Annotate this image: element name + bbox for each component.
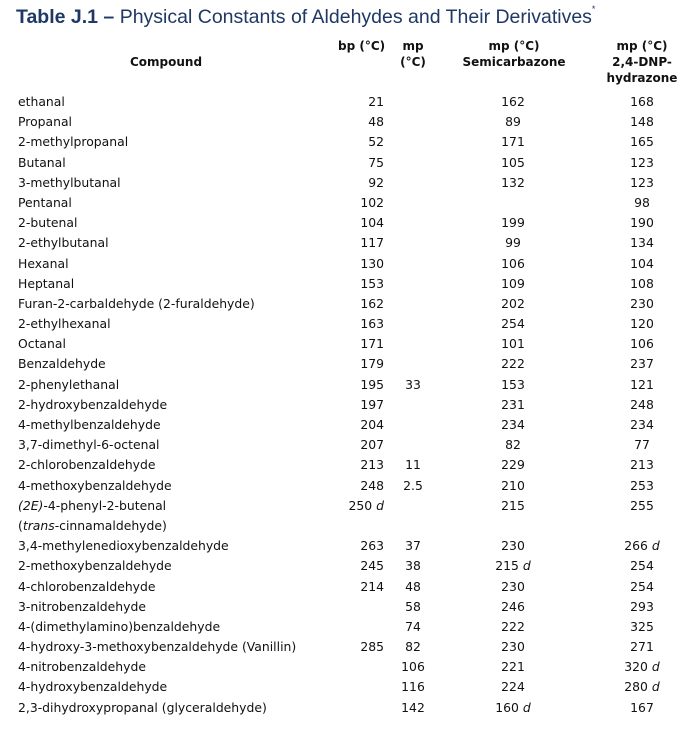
compound-name-text: Furan-2-carbaldehyde (2-furaldehyde) — [18, 295, 255, 311]
semicarbazone-mp-decomposes-flag: d — [522, 699, 531, 715]
compound-name-text: -4-phenyl-2-butenal — [43, 497, 167, 513]
compound-name-text: 4-chlorobenzaldehyde — [18, 578, 156, 594]
dnp-hydrazone-mp — [610, 679, 674, 695]
header-mp-line2: (°C) — [400, 55, 426, 69]
compound-name — [18, 356, 106, 372]
table-row — [0, 455, 688, 475]
table-row — [0, 577, 688, 597]
common-name-stereo: trans — [22, 517, 55, 533]
bp-value: 245 — [360, 558, 384, 574]
dnp-hydrazone-mp: 148 — [630, 114, 654, 130]
footnote-mark: * — [591, 3, 596, 14]
dnp-hydrazone-mp: 271 — [630, 639, 654, 655]
bp-value: 195 — [360, 376, 384, 392]
table-row — [0, 637, 688, 657]
dnp-hydrazone-mp-decomposes-flag: d — [651, 659, 660, 675]
semicarbazone-mp: 234 — [501, 417, 525, 432]
semicarbazone-mp: 199 — [501, 215, 525, 231]
compound-name — [18, 377, 119, 393]
compound-name — [18, 316, 111, 332]
bp-value — [342, 498, 384, 514]
dnp-hydrazone-mp: 237 — [630, 356, 654, 372]
compound-name-text: 4-nitrobenzaldehyde — [18, 659, 146, 675]
header-dnp — [600, 38, 684, 86]
dnp-hydrazone-mp-decomposes-flag: d — [651, 679, 660, 695]
dnp-hydrazone-mp: 77 — [634, 437, 650, 453]
table-row — [0, 536, 688, 556]
compound-name-text: Octanal — [18, 336, 66, 352]
bp-value: 75 — [368, 154, 384, 170]
semicarbazone-mp: 109 — [501, 275, 525, 291]
compound-name — [18, 579, 156, 595]
dnp-hydrazone-mp: 293 — [630, 598, 654, 614]
table-row — [0, 617, 688, 637]
bp-value: 197 — [360, 396, 384, 412]
header-mp-line1: mp — [402, 39, 424, 53]
compound-name — [18, 336, 66, 352]
dnp-hydrazone-mp-value: 320 — [624, 659, 648, 675]
header-semi-line2: Semicarbazone — [462, 55, 566, 69]
semicarbazone-mp: 171 — [501, 134, 525, 150]
compound-common-name — [18, 518, 167, 534]
compound-name — [18, 599, 146, 615]
dnp-hydrazone-mp: 167 — [630, 699, 654, 715]
compound-name-text: 4-methoxybenzaldehyde — [18, 477, 172, 493]
semicarbazone-mp — [488, 558, 538, 574]
compound-name-text: 3-nitrobenzaldehyde — [18, 598, 146, 614]
table-number: Table J.1 — [16, 6, 99, 28]
compound-name-text: 2-butenal — [18, 215, 78, 231]
semicarbazone-mp: 221 — [501, 659, 525, 675]
mp-value: 58 — [405, 598, 421, 614]
semicarbazone-mp: 82 — [505, 437, 521, 453]
header-compound: Compound — [130, 55, 203, 69]
semicarbazone-mp: 132 — [501, 174, 525, 190]
mp-value: 37 — [405, 538, 421, 554]
compound-name — [18, 175, 121, 191]
compound-name — [18, 619, 220, 635]
bp-value: 207 — [360, 437, 384, 453]
compound-name — [18, 639, 296, 655]
semicarbazone-mp: 230 — [501, 578, 525, 594]
semicarbazone-mp: 99 — [505, 235, 521, 251]
semicarbazone-mp: 106 — [501, 255, 525, 271]
table-row — [0, 476, 688, 496]
title-dash: – — [98, 6, 120, 28]
compound-name — [18, 538, 229, 554]
table-row — [0, 375, 688, 395]
dnp-hydrazone-mp: 123 — [630, 174, 654, 190]
semicarbazone-mp — [488, 700, 538, 716]
dnp-hydrazone-mp: 121 — [630, 376, 654, 392]
header-dnp-line3: hydrazone — [606, 71, 678, 85]
dnp-hydrazone-mp: 168 — [630, 94, 654, 109]
table-row — [0, 496, 688, 536]
dnp-hydrazone-mp: 325 — [630, 618, 654, 634]
compound-name — [18, 478, 172, 494]
semicarbazone-mp: 230 — [501, 639, 525, 655]
compound-name — [18, 215, 77, 231]
mp-value: 106 — [401, 659, 425, 675]
common-name-text: -cinnamaldehyde) — [54, 517, 167, 533]
compound-name-text: 2-methoxybenzaldehyde — [18, 558, 172, 574]
compound-stereo-descriptor: (2E) — [18, 497, 44, 513]
compound-name — [18, 235, 109, 251]
header-bp: bp (°C) — [338, 39, 386, 53]
compound-name — [18, 256, 69, 272]
bp-value-value: 250 — [348, 497, 373, 513]
compound-name — [18, 134, 128, 150]
bp-value: 21 — [368, 94, 384, 109]
bp-value: 163 — [360, 316, 384, 332]
bp-value-decomposes-flag: d — [376, 497, 384, 513]
table-row — [0, 435, 688, 455]
bp-value: 104 — [360, 215, 384, 231]
mp-value: 48 — [405, 578, 421, 594]
dnp-hydrazone-mp: 190 — [630, 215, 654, 231]
semicarbazone-mp: 246 — [501, 598, 525, 614]
semicarbazone-mp: 162 — [501, 94, 525, 109]
table-body — [0, 92, 688, 718]
semicarbazone-mp: 222 — [501, 356, 525, 372]
bp-value: 213 — [360, 457, 384, 473]
bp-value: 171 — [360, 336, 384, 352]
table-row — [0, 153, 688, 173]
semicarbazone-mp: 222 — [501, 618, 525, 634]
compound-name — [18, 498, 166, 514]
semicarbazone-mp: 89 — [505, 114, 521, 130]
bp-value: 285 — [360, 639, 384, 655]
semicarbazone-mp: 101 — [501, 336, 525, 352]
semicarbazone-mp: 215 — [501, 497, 525, 513]
table-row — [0, 334, 688, 354]
mp-value: 142 — [401, 699, 425, 715]
bp-value: 117 — [360, 235, 384, 251]
semicarbazone-mp: 224 — [501, 679, 525, 695]
bp-value: 52 — [368, 134, 384, 150]
compound-name — [18, 94, 65, 110]
dnp-hydrazone-mp: 213 — [630, 457, 654, 473]
compound-name — [18, 558, 172, 574]
table-row — [0, 254, 688, 274]
semicarbazone-mp: 229 — [501, 457, 525, 473]
compound-name — [18, 700, 267, 716]
dnp-hydrazone-mp: 98 — [634, 194, 650, 210]
dnp-hydrazone-mp: 104 — [630, 255, 654, 271]
table-row — [0, 132, 688, 152]
bp-value: 48 — [368, 114, 384, 130]
compound-name — [18, 114, 72, 130]
compound-name-text: 2-hydroxybenzaldehyde — [18, 396, 168, 412]
mp-value: 2.5 — [403, 477, 423, 493]
semicarbazone-mp: 210 — [501, 477, 525, 493]
compound-name — [18, 296, 255, 312]
compound-name-text: 3,4-methylenedioxybenzaldehyde — [18, 538, 229, 554]
compound-name-text: 2-chlorobenzaldehyde — [18, 457, 156, 473]
common-name-open-paren: ( — [18, 517, 23, 533]
table-row — [0, 92, 688, 112]
table-row — [0, 698, 688, 718]
dnp-hydrazone-mp: 254 — [630, 558, 654, 574]
compound-name-text: 3-methylbutanal — [18, 174, 121, 190]
semicarbazone-mp: 231 — [501, 396, 525, 412]
table-row — [0, 657, 688, 677]
mp-value: 116 — [401, 679, 425, 695]
mp-value: 33 — [405, 376, 421, 392]
compound-name-text: Heptanal — [18, 275, 75, 291]
semicarbazone-mp: 202 — [501, 295, 525, 311]
table-row — [0, 173, 688, 193]
table-caption: Physical Constants of Aldehydes and Their Derivatives — [119, 6, 592, 28]
compound-name-text: Benzaldehyde — [18, 356, 106, 372]
compound-name — [18, 195, 72, 211]
semicarbazone-mp-value: 160 — [495, 699, 519, 715]
compound-name-text: 4-hydroxy-3-methoxybenzaldehyde (Vanillin) — [18, 639, 297, 655]
table-row — [0, 597, 688, 617]
header-dnp-line2: 2,4-DNP- — [612, 55, 672, 69]
compound-name-text: 2-methylpropanal — [18, 134, 129, 150]
compound-name — [18, 276, 74, 292]
bp-value: 214 — [360, 578, 384, 594]
compound-name-text: Butanal — [18, 154, 66, 170]
compound-name-text: Pentanal — [18, 194, 72, 210]
table-title — [16, 3, 596, 29]
compound-name — [18, 397, 167, 413]
compound-name-text: 2,3-dihydroxypropanal (glyceraldehyde) — [18, 699, 267, 715]
table-row — [0, 314, 688, 334]
table-row — [0, 213, 688, 233]
bp-value: 179 — [360, 356, 384, 372]
header-semicarbazone — [458, 38, 570, 70]
table-row — [0, 193, 688, 213]
compound-name — [18, 659, 146, 675]
table-row — [0, 354, 688, 374]
dnp-hydrazone-mp: 254 — [630, 578, 654, 594]
bp-value: 130 — [360, 255, 384, 271]
semicarbazone-mp: 230 — [501, 538, 525, 554]
compound-name — [18, 437, 159, 453]
table-row — [0, 274, 688, 294]
table-row — [0, 415, 688, 435]
dnp-hydrazone-mp: 134 — [630, 235, 654, 251]
table-row — [0, 395, 688, 415]
dnp-hydrazone-mp: 255 — [630, 497, 654, 513]
dnp-hydrazone-mp: 165 — [630, 134, 654, 150]
dnp-hydrazone-mp: 106 — [630, 336, 654, 352]
table-row — [0, 233, 688, 253]
dnp-hydrazone-mp-value: 280 — [624, 679, 648, 695]
bp-value: 92 — [368, 174, 384, 190]
semicarbazone-mp: 254 — [501, 316, 525, 332]
dnp-hydrazone-mp: 123 — [630, 154, 654, 170]
compound-name-text: ethanal — [18, 94, 65, 109]
compound-name-text: Hexanal — [18, 255, 69, 271]
dnp-hydrazone-mp: 234 — [630, 417, 654, 432]
bp-value: 263 — [360, 538, 384, 554]
dnp-hydrazone-mp: 230 — [630, 295, 654, 311]
dnp-hydrazone-mp — [610, 538, 674, 554]
dnp-hydrazone-mp: 120 — [630, 316, 654, 332]
mp-value: 82 — [405, 639, 421, 655]
header-dnp-line1: mp (°C) — [616, 39, 668, 53]
compound-name-text: 2-phenylethanal — [18, 376, 120, 392]
compound-name — [18, 457, 156, 473]
dnp-hydrazone-mp-value: 266 — [624, 538, 648, 554]
bp-value: 162 — [360, 295, 384, 311]
compound-name-text: 3,7-dimethyl-6-octenal — [18, 437, 160, 453]
table-row — [0, 556, 688, 576]
dnp-hydrazone-mp — [610, 659, 674, 675]
bp-value: 153 — [360, 275, 384, 291]
dnp-hydrazone-mp-decomposes-flag: d — [651, 538, 660, 554]
semicarbazone-mp-value: 215 — [495, 558, 519, 574]
dnp-hydrazone-mp: 108 — [630, 275, 654, 291]
mp-value: 38 — [405, 558, 421, 574]
compound-name-text: 2-ethylhexanal — [18, 316, 111, 332]
semicarbazone-mp: 105 — [501, 154, 525, 170]
bp-value: 102 — [360, 194, 384, 210]
bp-value: 204 — [360, 417, 384, 432]
dnp-hydrazone-mp: 253 — [630, 477, 654, 493]
mp-value: 11 — [405, 457, 421, 473]
semicarbazone-mp-decomposes-flag: d — [522, 558, 531, 574]
bp-value: 248 — [360, 477, 384, 493]
compound-name-text: 2-ethylbutanal — [18, 235, 109, 251]
header-semi-line1: mp (°C) — [488, 39, 540, 53]
compound-name-text: 4-(dimethylamino)benzaldehyde — [18, 618, 221, 634]
dnp-hydrazone-mp: 248 — [630, 396, 654, 412]
mp-value: 74 — [405, 618, 421, 634]
compound-name-text: 4-methylbenzaldehyde — [18, 417, 161, 432]
compound-name-text: 4-hydroxybenzaldehyde — [18, 679, 168, 695]
compound-name — [18, 417, 161, 433]
semicarbazone-mp: 153 — [501, 376, 525, 392]
table-row — [0, 112, 688, 132]
header-mp — [398, 38, 428, 70]
table-row — [0, 294, 688, 314]
compound-name — [18, 679, 167, 695]
compound-name — [18, 155, 66, 171]
table-row — [0, 677, 688, 697]
compound-name-text: Propanal — [18, 114, 73, 130]
